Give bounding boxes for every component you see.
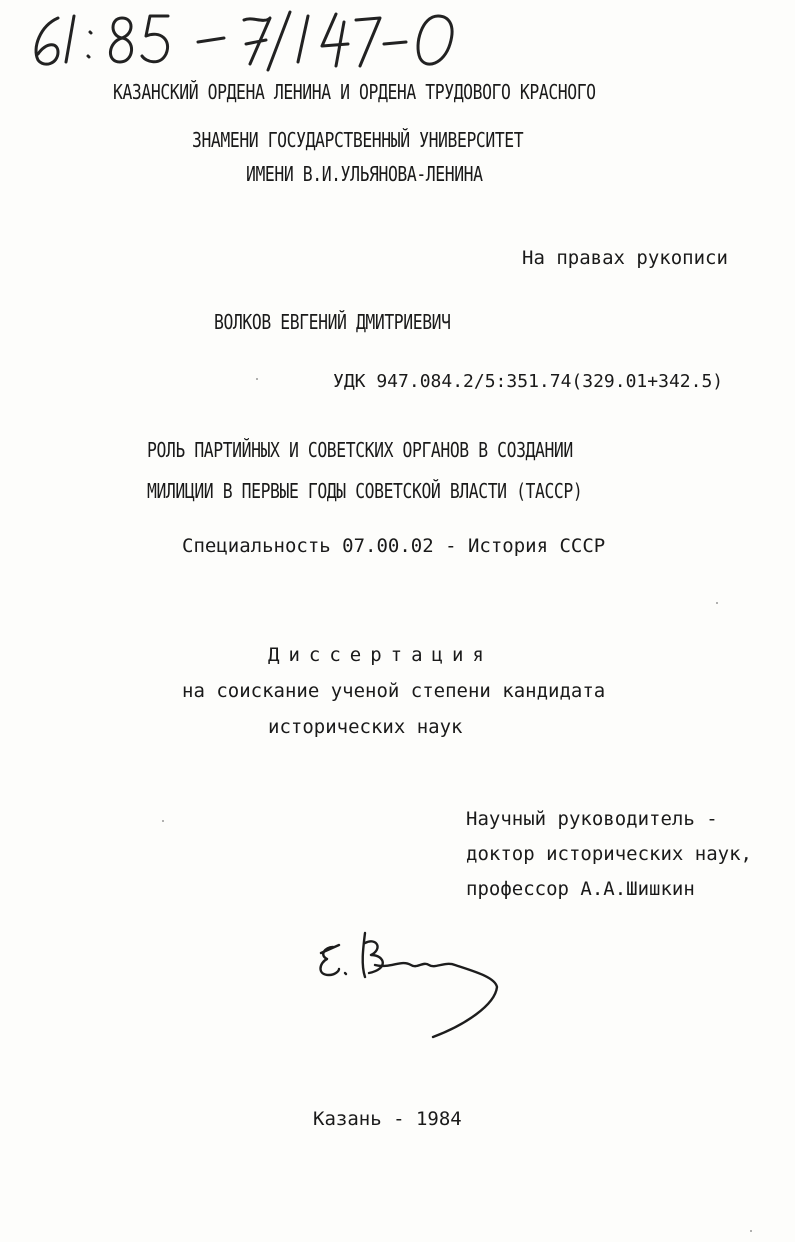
specialty: Специальность 07.00.02 - История СССР (182, 535, 606, 557)
place-and-year: Казань - 1984 (313, 1108, 462, 1130)
udc-code: УДК 947.084.2/5:351.74(329.01+342.5) (333, 371, 724, 392)
header-line-3: ИМЕНИ В.И.УЛЬЯНОВА-ЛЕНИНА (246, 162, 483, 186)
header-line-2: ЗНАМЕНИ ГОСУДАРСТВЕННЫЙ УНИВЕРСИТЕТ (192, 128, 524, 152)
dissertation-heading: Диссертация (268, 644, 493, 666)
scan-speck (716, 602, 718, 604)
signature (305, 925, 505, 1040)
scan-speck (750, 1230, 752, 1232)
handwritten-archive-code (18, 4, 478, 74)
dissertation-line-2: исторических наук (268, 716, 463, 738)
author-name: ВОЛКОВ ЕВГЕНИЙ ДМИТРИЕВИЧ (214, 310, 451, 334)
title-line-2: МИЛИЦИИ В ПЕРВЫЕ ГОДЫ СОВЕТСКОЙ ВЛАСТИ (ТАССР) (147, 479, 583, 503)
scan-speck (162, 820, 164, 822)
manuscript-rights: На правах рукописи (522, 247, 728, 269)
dissertation-line-1: на соискание ученой степени кандидата (182, 680, 606, 702)
header-line-1: КАЗАНСКИЙ ОРДЕНА ЛЕНИНА И ОРДЕНА ТРУДОВОГО КРАСНОГО (113, 80, 596, 104)
title-line-1: РОЛЬ ПАРТИЙНЫХ И СОВЕТСКИХ ОРГАНОВ В СОЗДАНИИ (147, 438, 573, 462)
scan-speck (256, 378, 258, 380)
supervisor-line-3: профессор А.А.Шишкин (466, 878, 695, 900)
supervisor-line-2: доктор исторических наук, (466, 843, 752, 865)
supervisor-line-1: Научный руководитель - (466, 808, 718, 830)
